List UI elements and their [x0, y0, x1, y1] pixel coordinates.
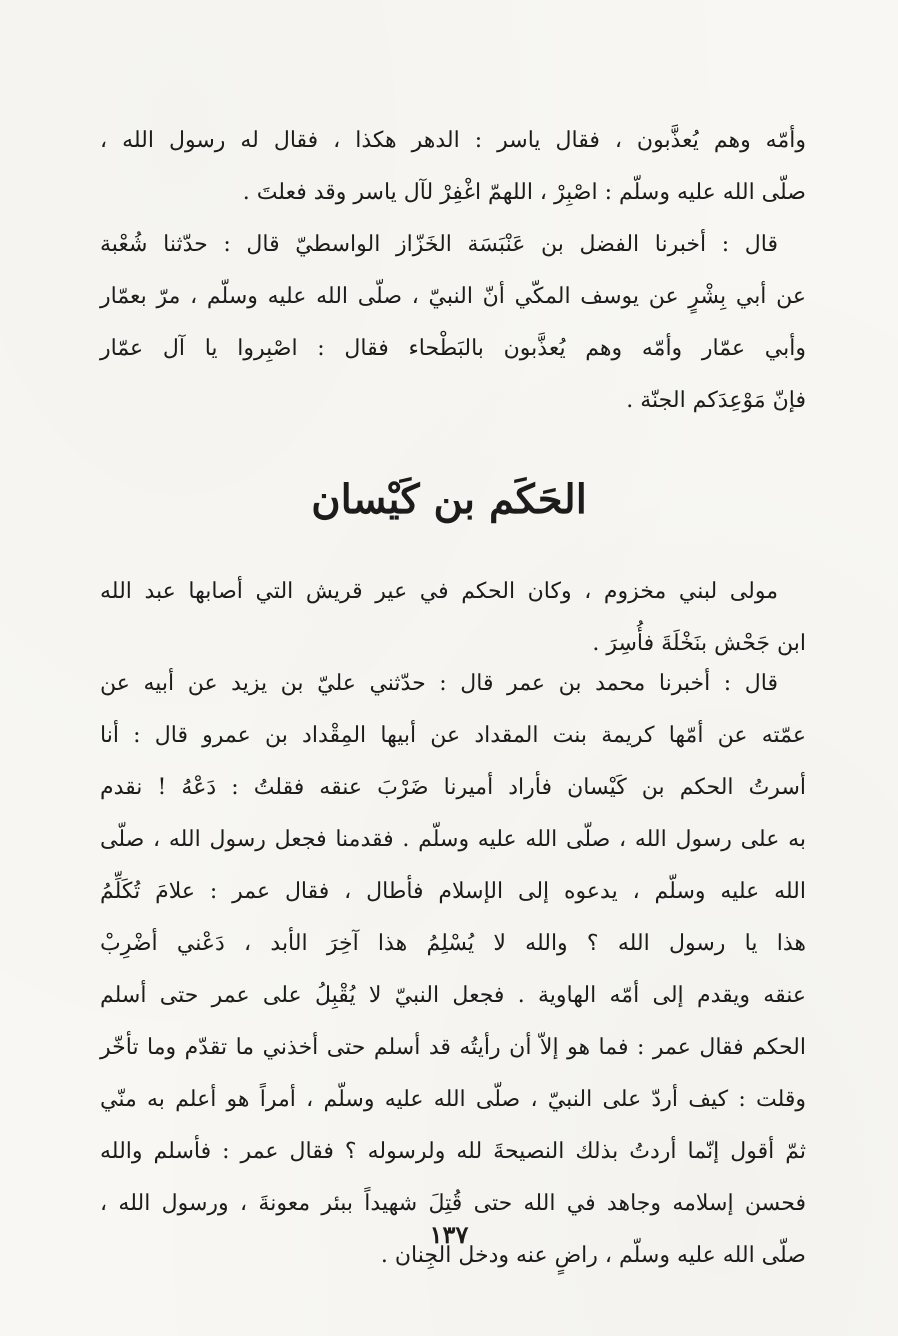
- text-line: به على رسول الله ، صلّى الله عليه وسلّم . فقدمنا فجعل رسول الله ، صلّى: [100, 827, 806, 852]
- text-line: وقلت : كيف أردّ على النبيّ ، صلّى الله عليه وسلّم ، أمراً هو أعلم به منّي: [100, 1087, 806, 1112]
- text-line: هذا يا رسول الله ؟ والله لا يُسْلِمُ هذا آخِرَ الأبد ، دَعْني أضْرِبْ: [100, 931, 806, 956]
- text-line: صلّى الله عليه وسلّم ، راضٍ عنه ودخل الجِنان .: [380, 1243, 806, 1268]
- page-number: ١٣٧: [429, 1220, 469, 1249]
- narration-paragraph: [100, 658, 806, 1282]
- text-line: الله عليه وسلّم ، يدعوه إلى الإسلام فأطال ، فقال عمر : علامَ تُكَلِّمُ: [100, 879, 806, 904]
- intro-paragraph: [100, 566, 806, 670]
- text-line: قال : أخبرنا الفضل بن عَنْبَسَة الخَزّاز الواسطيّ قال : حدّثنا شُعْبة: [100, 232, 778, 257]
- text-line: أسرتُ الحكم بن كَيْسان فأراد أميرنا ضَرْبَ عنقه فقلتُ : دَعْهُ ! نقدم: [100, 775, 806, 800]
- text-line: عنقه ويقدم إلى أمّه الهاوية . فجعل النبيّ لا يُقْبِلُ على عمر حتى أسلم: [100, 983, 806, 1008]
- text-line: فإنّ مَوْعِدَكم الجنّة .: [626, 388, 806, 413]
- text-line: الحكم فقال عمر : فما هو إلاّ أن رأيتُه قد أسلم حتى أخذني ما تقدّم وما تأخّر: [100, 1035, 806, 1060]
- text-line: فحسن إسلامه وجاهد في الله حتى قُتِلَ شهيداً ببئر معونةَ ، ورسول الله ،: [100, 1191, 806, 1216]
- text-line: ابن جَحْش بنَخْلَةَ فأُسِرَ .: [592, 631, 806, 656]
- text-line: ثمّ أقول إنّما أردتُ بذلك النصيحةَ لله ولرسوله ؟ فقال عمر : فأسلم والله: [100, 1139, 806, 1164]
- text-line: قال : أخبرنا محمد بن عمر قال : حدّثني عليّ بن يزيد عن أبيه عن: [100, 671, 778, 696]
- text-line: وأبي عمّار وأمّه وهم يُعذَّبون بالبَطْحاء فقال : اصْبِروا يا آل عمّار: [100, 336, 806, 361]
- text-line: وأمّه وهم يُعذَّبون ، فقال ياسر : الدهر هكذا ، فقال له رسول الله ،: [100, 128, 806, 153]
- top-text-block: [100, 115, 806, 427]
- section-heading: الحَكَم بن كَيْسان: [311, 476, 587, 523]
- text-line: مولى لبني مخزوم ، وكان الحكم في عير قريش التي أصابها عبد الله: [100, 579, 778, 604]
- text-line: عن أبي بِشْرٍ عن يوسف المكّي أنّ النبيّ ، صلّى الله عليه وسلّم ، مرّ بعمّار: [100, 284, 806, 309]
- text-line: عمّته عن أمّها كريمة بنت المقداد عن أبيها المِقْداد بن عمرو قال : أنا: [100, 723, 806, 748]
- text-line: صلّى الله عليه وسلّم : اصْبِرْ ، اللهمّ اغْفِرْ لآل ياسر وقد فعلتَ .: [242, 180, 806, 205]
